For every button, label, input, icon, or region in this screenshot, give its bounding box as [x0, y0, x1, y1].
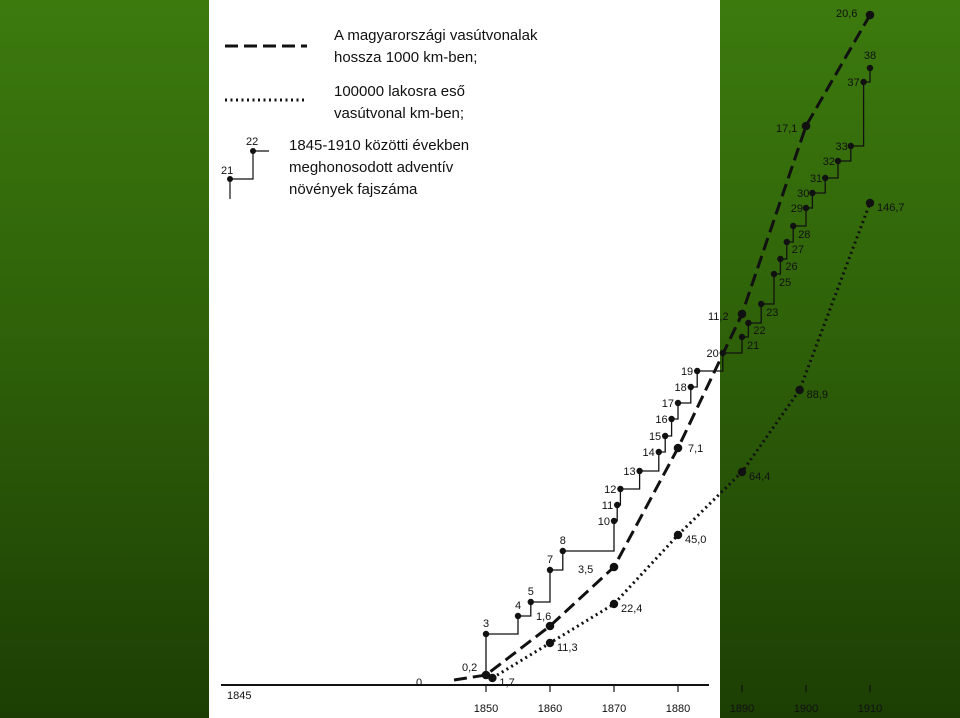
- railway-chart: [209, 0, 905, 718]
- x-tick-label: 1850: [473, 703, 499, 715]
- dashed-series-data-label: 0,2: [462, 662, 478, 674]
- step-series-data-label: 11: [601, 500, 614, 512]
- step-series-data-label: 21: [747, 340, 760, 352]
- x-tick-label: 1870: [601, 703, 627, 715]
- dashed-series-data-label: 7,1: [688, 443, 704, 455]
- step-series-point: [694, 368, 700, 374]
- dashed-series-point: [802, 122, 811, 131]
- step-series-data-label: 38: [863, 50, 877, 62]
- step-series-point: [860, 79, 866, 85]
- dotted-series-point: [738, 468, 746, 476]
- step-series-data-label: 32: [822, 156, 835, 168]
- step-series-data-label: 26: [785, 261, 798, 273]
- dotted-series-data-label: 64,4: [749, 471, 771, 483]
- legend-dotted-text: 100000 lakosra eső: [334, 83, 465, 100]
- step-series-data-label: 8: [559, 535, 566, 547]
- step-series-point: [636, 468, 642, 474]
- step-series-point: [867, 65, 873, 71]
- legend-step-sample: [230, 151, 269, 199]
- step-series-data-label: 16: [655, 414, 668, 426]
- step-series-point: [848, 143, 854, 149]
- step-series-point: [720, 350, 726, 356]
- dashed-series-data-label: 3,5: [578, 564, 594, 576]
- step-series-point: [528, 599, 534, 605]
- step-series-point: [758, 301, 764, 307]
- step-series-data-label: 15: [648, 431, 662, 443]
- step-series-data-label: 25: [779, 277, 792, 289]
- step-series-line: [486, 68, 870, 634]
- step-series-data-label: 37: [847, 77, 860, 89]
- step-series-data-label: 7: [546, 554, 554, 566]
- dashed-series-point: [610, 563, 619, 572]
- legend-step-text: meghonosodott adventív: [289, 159, 454, 176]
- x-tick-label: 1900: [793, 703, 819, 715]
- dotted-series-point: [866, 199, 874, 207]
- dotted-series-point: [488, 674, 496, 682]
- step-series-point: [547, 567, 553, 573]
- step-series-data-label: 29: [790, 203, 803, 215]
- step-series-point: [777, 256, 783, 262]
- step-series-point: [662, 433, 668, 439]
- x-tick-label: 1890: [729, 703, 755, 715]
- step-series-data-label: 5: [527, 586, 534, 598]
- chart-panel: [209, 0, 905, 718]
- step-series-data-label: 22: [753, 325, 766, 337]
- step-series-data-label: 13: [623, 466, 636, 478]
- x-axis: [221, 685, 882, 715]
- dashed-series-data-label: 11,2: [708, 311, 729, 323]
- step-series-point: [771, 271, 777, 277]
- step-series-data-label: 23: [766, 307, 779, 319]
- legend: [221, 27, 538, 199]
- legend-dashed-text: hossza 1000 km-ben;: [334, 49, 478, 66]
- step-series-point: [809, 190, 815, 196]
- legend-step-text: 1845-1910 közötti években: [289, 137, 470, 154]
- step-series-data-label: 14: [642, 447, 655, 459]
- step-series-point: [668, 416, 674, 422]
- x-tick-label: 1910: [857, 703, 883, 715]
- dashed-series-data-label: 0: [416, 677, 423, 689]
- step-series-point: [656, 449, 662, 455]
- dotted-series-data-label: 1,7: [499, 677, 515, 689]
- step-series-data-label: 19: [680, 366, 694, 378]
- step-series-data-label: 31: [809, 173, 823, 185]
- step-series-data-label: 27: [791, 244, 805, 256]
- series-lines: [454, 15, 870, 680]
- step-series-data-label: 12: [604, 484, 617, 496]
- step-series-point: [688, 384, 694, 390]
- step-series-point: [675, 400, 681, 406]
- dashed-series-data-label: 20,6: [836, 8, 858, 20]
- dotted-series-data-label: 22,4: [621, 603, 643, 615]
- step-series-point: [515, 613, 521, 619]
- step-series-point: [784, 239, 790, 245]
- legend-step-point: [250, 148, 256, 154]
- step-series-data-label: 3: [482, 618, 490, 630]
- legend-step-label: 22: [246, 136, 259, 148]
- dashed-series-data-label: 1,6: [536, 611, 552, 623]
- legend-dotted-text: vasútvonal km-ben;: [334, 105, 465, 122]
- dotted-series-data-label: 88,9: [806, 389, 829, 401]
- dashed-series-point: [738, 310, 747, 319]
- step-series-point: [617, 486, 623, 492]
- step-series-data-label: 4: [514, 600, 522, 612]
- dotted-series-data-label: 45,0: [685, 534, 707, 546]
- legend-dashed-text: A magyarországi vasútvonalak: [334, 27, 538, 44]
- dashed-series-point: [866, 11, 875, 20]
- step-series-point: [560, 548, 566, 554]
- step-series-data-label: 33: [835, 141, 848, 153]
- step-series-data-label: 28: [798, 229, 811, 241]
- step-series-point: [803, 205, 809, 211]
- x-tick-label: 1845: [227, 690, 252, 702]
- x-tick-label: 1880: [665, 703, 691, 715]
- dotted-series-point: [610, 600, 618, 608]
- dashed-series-line: [454, 15, 870, 680]
- step-series-data-label: 30: [797, 188, 810, 200]
- step-series-data-label: 17: [661, 398, 674, 410]
- series-points: [416, 8, 905, 689]
- step-series-data-label: 10: [597, 516, 610, 528]
- dashed-series-point: [674, 444, 683, 453]
- step-series-point: [611, 518, 617, 524]
- x-tick-label: 1860: [537, 703, 563, 715]
- legend-step-text: növények fajszáma: [289, 181, 418, 198]
- step-series-point: [835, 158, 841, 164]
- dotted-series-point: [674, 531, 682, 539]
- step-series-data-label: 20: [706, 348, 719, 360]
- dotted-series-data-label: 146,7: [877, 202, 905, 214]
- step-series-data-label: 18: [674, 382, 687, 394]
- dotted-series-data-label: 11,3: [557, 642, 578, 654]
- dotted-series-point: [795, 386, 803, 394]
- step-series-point: [790, 223, 796, 229]
- legend-step-label: 21: [221, 165, 234, 177]
- step-series-point: [614, 502, 620, 508]
- dotted-series-point: [546, 639, 554, 647]
- step-series-point: [745, 320, 751, 326]
- dashed-series-data-label: 17,1: [776, 123, 798, 135]
- step-series-point: [739, 334, 745, 340]
- step-series-point: [483, 631, 489, 637]
- step-series-point: [822, 175, 828, 181]
